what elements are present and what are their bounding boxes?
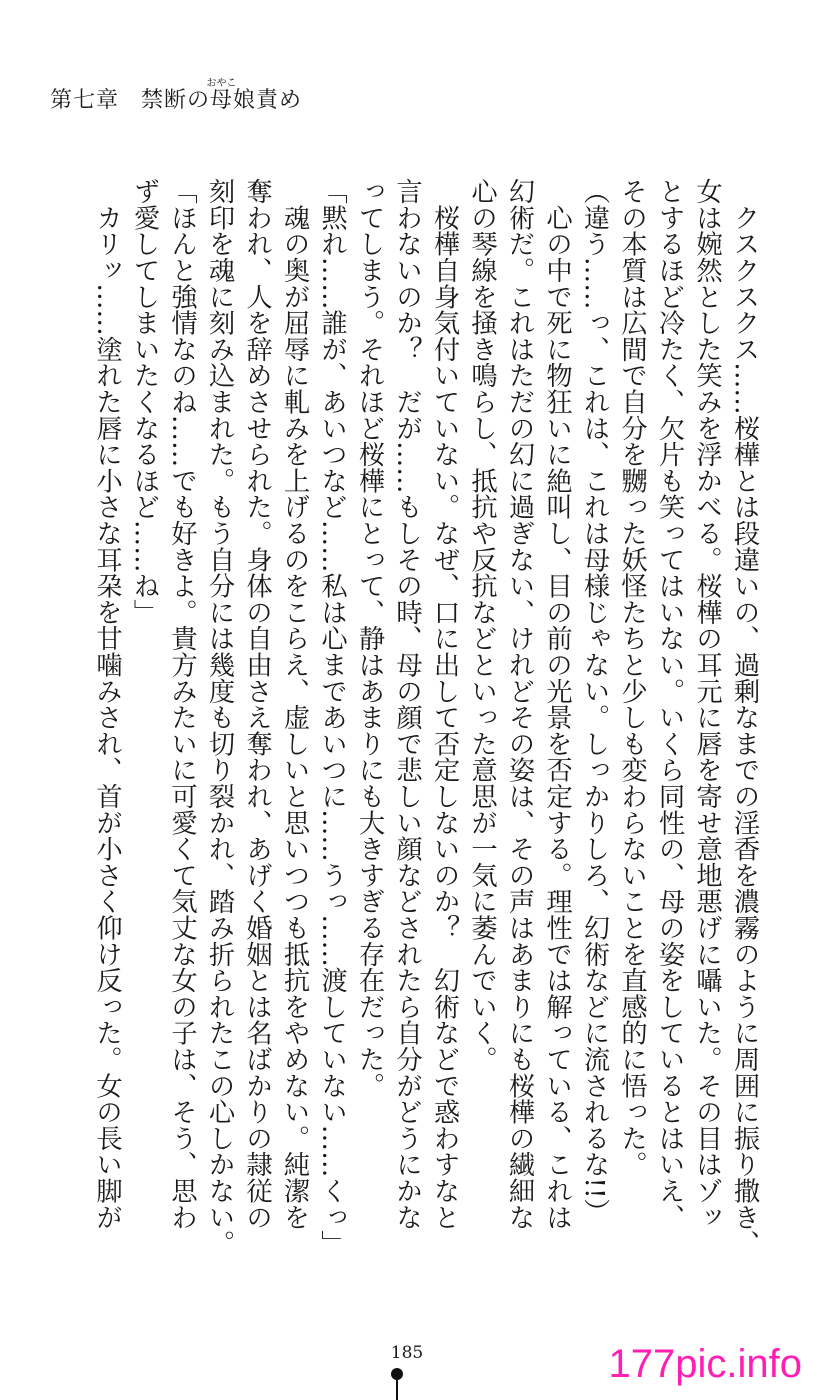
text-line: ってしまう。それほど桜樺にとって、静はあまりにも大きすぎる存在だった。: [354, 178, 384, 1099]
text-line: 言わないのか？ だが……もしその時、母の顔で悲しい顔などされたら自分がどうにかな: [391, 178, 422, 1230]
ruby-reading: おやこ: [206, 78, 237, 89]
chapter-number: 第七章: [50, 88, 120, 113]
ruby-base: 母: [206, 88, 237, 113]
text-line: 「ほんと強情なのね……でも好きよ。貴方みたいに可愛くて気丈な女の子は、そう、思わ: [166, 178, 197, 1230]
page-number: 185: [390, 1343, 424, 1363]
text-line: 奪われ、人を辞めさせられた。身体の自由さえ奪われ、あげく婚姻とは名ばかりの隷従の: [241, 178, 272, 1230]
watermark: 177pic.info: [608, 1342, 802, 1386]
text-line: 心の琴線を掻き鳴らし、抵抗や反抗などといった意思が一気に萎んでいく。: [466, 178, 497, 1073]
title-ruby: [206, 78, 237, 113]
text-line: クスクスクス……桜樺とは段違いの、過剰なまでの淫香を濃霧のように周囲に振り撒き、: [729, 178, 759, 1257]
text-line: とするほど冷たく、欠片も笑ってはいない。いくら同性の、母の姿をしているとはいえ、: [654, 178, 684, 1230]
text-line: 刻印を魂に刻み込まれた。もう自分には幾度も切り裂かれ、踏み折られたこの心しかない。: [204, 178, 234, 1257]
text-line: その本質は広間で自分を嬲った妖怪たちと少しも変わらないことを直感的に悟った。: [616, 178, 647, 1178]
text-line: 「黙れ……誰が、あいつなど……私は心まであいつに……うっ……渡していない……くっ」: [316, 178, 347, 1257]
text-line: ず愛してしまいたくなるほど……ね」: [129, 178, 159, 626]
text-line: 桜樺自身気付いていない。なぜ、口に出して否定しないのか？ 幻術などで惑わすなと: [429, 178, 459, 1230]
text-line: 女は婉然とした笑みを浮かべる。桜樺の耳元に唇を寄せ意地悪げに囁いた。その目はゾッ: [691, 178, 722, 1230]
body-text: [87, 178, 762, 1257]
title-prefix: 禁断の: [141, 88, 211, 113]
text-line: 心の中で死に物狂いに絶叫し、目の前の光景を否定する。理性では解っている、これは: [541, 178, 572, 1230]
text-line: 魂の奥が屈辱に軋みを上げるのをこらえ、虚しいと思いつつも抵抗をやめない。純潔を: [279, 178, 309, 1230]
text-line: 幻術だ。これはただの幻に過ぎない、けれどその姿は、その声はあまりにも桜樺の繊細な: [504, 178, 534, 1230]
text-line: カリッ……塗れた唇に小さな耳朶を甘噛みされ、首が小さく仰け反った。女の長い脚が: [91, 178, 122, 1230]
chapter-header: [50, 78, 302, 114]
page-marker-line: [396, 1379, 398, 1400]
title-suffix: 娘責め: [233, 88, 303, 113]
text-line: （違う……っ、これは、これは母様じゃない。しっかりしろ、幻術などに流されるな!!）: [579, 178, 609, 1225]
